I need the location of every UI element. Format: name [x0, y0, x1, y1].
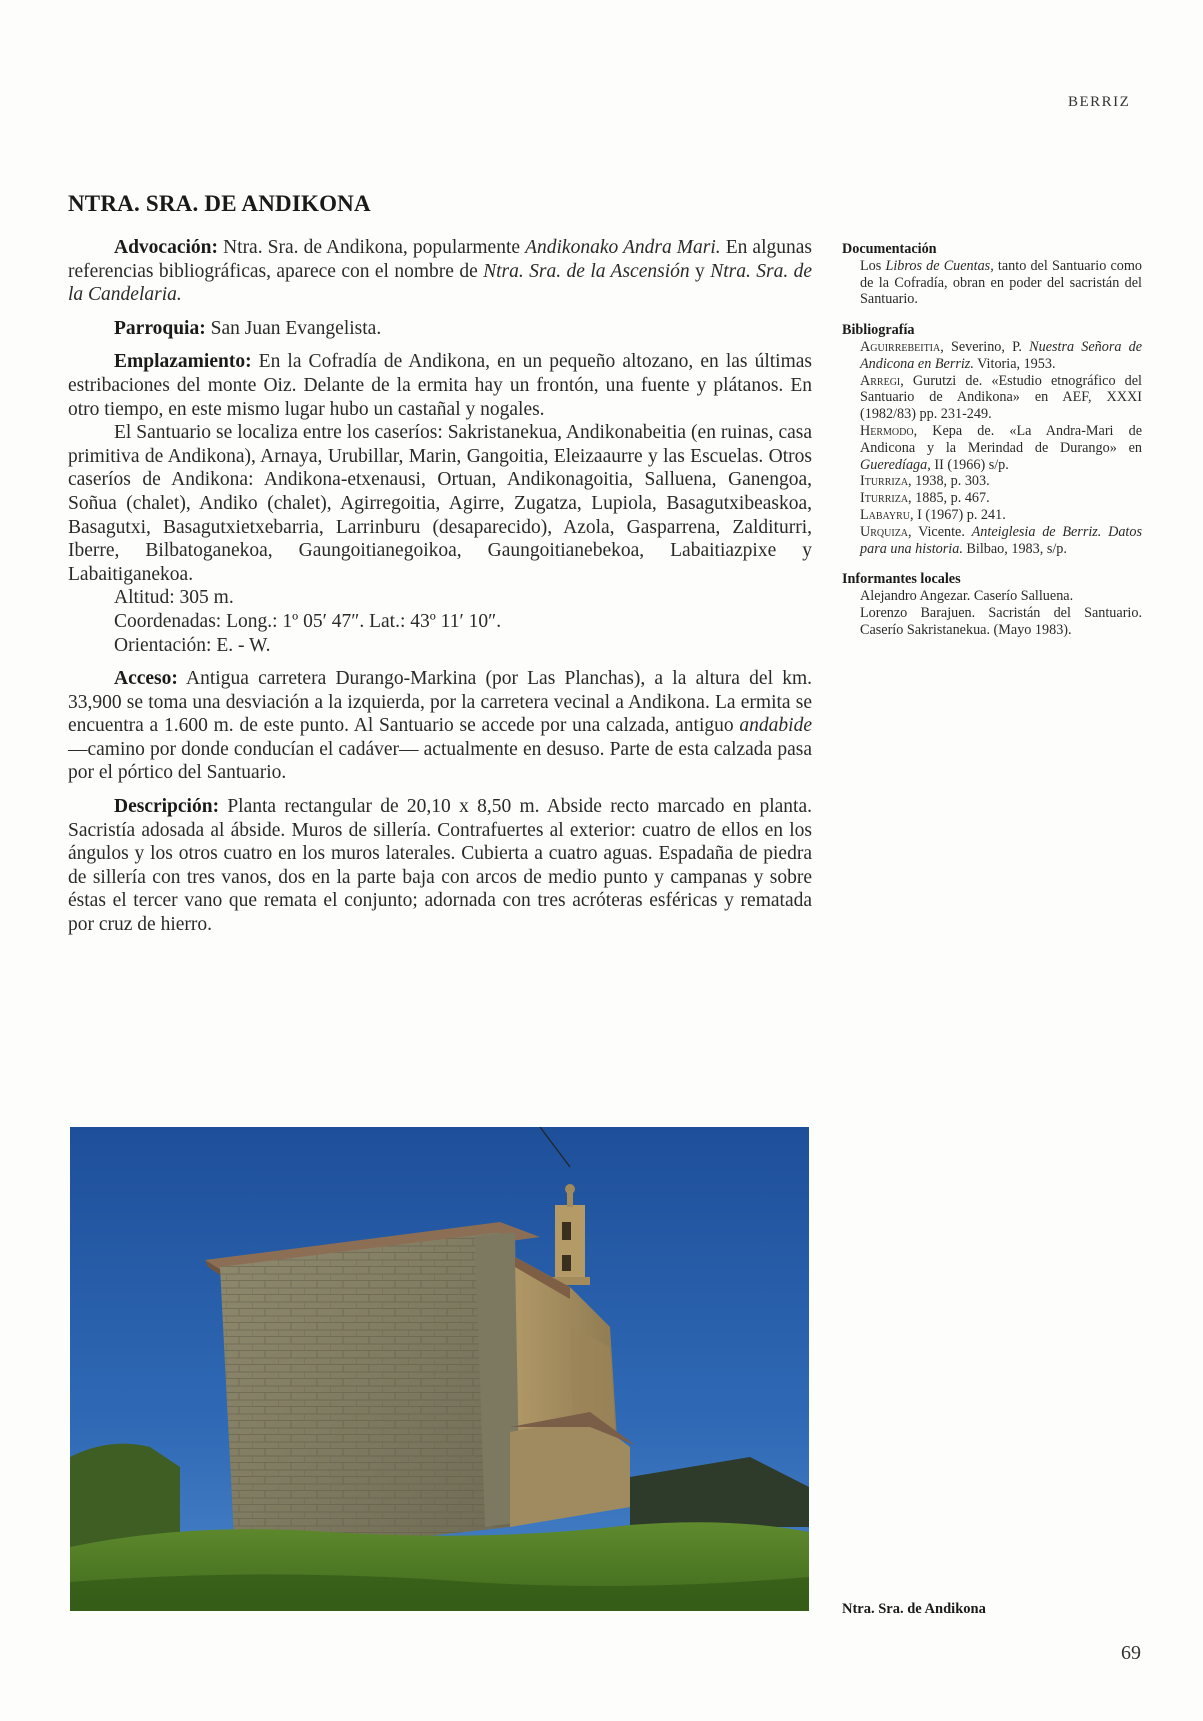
informante-1: Alejandro Angezar. Caserío Salluena.: [860, 588, 1074, 605]
bibliografia-text: Kepa de. «La Andra-Mari de Andicona y la Merindad de Durango» en: [860, 422, 1142, 456]
bibliografia-block: [842, 322, 1142, 557]
informantes-block: [842, 571, 1142, 638]
bibliografia-list: [842, 339, 1142, 557]
acceso-label: Acceso:: [114, 668, 178, 690]
bibliografia-text-2: II (1966) s/p.: [930, 456, 1009, 473]
bibliografia-text-2: Bilbao, 1983, s/p.: [962, 540, 1067, 557]
descripcion-paragraph: [68, 795, 812, 937]
bibliografia-author: Urquiza,: [860, 523, 912, 540]
altitud: Altitud: 305 m.: [114, 587, 234, 609]
parroquia-label: Parroquia:: [114, 317, 206, 339]
photo-caption: Ntra. Sra. de Andikona: [842, 1601, 986, 1617]
trees-left: [70, 1444, 180, 1547]
bibliografia-entry: [842, 507, 1142, 524]
page-number: 69: [1121, 1642, 1141, 1664]
bibliografia-author: Labayru,: [860, 506, 914, 523]
emplazamiento-text: En la Cofradía de Andikona, en un pequeño altozano, en las últimas estribaciones del monte Oiz. Delante de la ermita hay un frontón, una fuente y plátanos. En otro tiempo, en este mismo lugar hubo un castañal y nogales.: [68, 351, 812, 420]
bibliografia-entry: [842, 423, 1142, 473]
advocacion-text: Ntra. Sra. de Andikona, popularmente: [218, 237, 526, 258]
bibliografia-author: Iturriza,: [860, 490, 912, 507]
documentacion-text: [842, 258, 1142, 308]
advocacion-text-3: y: [689, 260, 711, 282]
documentacion-block: [842, 241, 1142, 308]
sidebar-notes: [842, 241, 1142, 653]
bibliografia-heading: Bibliografía: [842, 322, 915, 339]
bibliografia-text: Gurutzi de. «Estudio etnográfico del Santuario de Andikona» en AEF, XXXI (1982/83) pp. 231-249.: [860, 372, 1142, 423]
bibliografia-text: I (1967) p. 241.: [913, 506, 1006, 523]
bibliografia-author: Arregi,: [860, 372, 904, 389]
bibliografia-text: 1885, p. 467.: [911, 490, 990, 507]
santuario-paragraph: El Santuario se localiza entre los caseríos: Sakristanekua, Andikonabeitia (en ruinas, casa primitiva de Andikona), Arnaya, Urubillar, Marin, Gangoitia, Eleizaaurre y las Escuelas. Otros caseríos de Andikona: Andikona-etxenausi, Ortuan, Andikonagoitia, Salluena, Ganengoa, Soñua (chalet), Andiko (chalet), Agirregoitia, Agirre, Zugatza, Lupiola, Basagutxibeaskoa, Basagutxi, Basagutxietxebarria, Larrinburu (desaparecido), Azola, Gasparrena, Zalditurri, Iberre, Bilbatoganekoa, Gaungoitianegoikoa, Gaungoitianebekoa, Labaitiazpixe y Labaitiganekoa.: [68, 422, 812, 585]
main-text-column: [68, 236, 812, 937]
emplazamiento-label: Emplazamiento:: [114, 351, 252, 373]
bibliografia-title: Nuestra Señora de Andicona en Berriz.: [860, 338, 1142, 372]
descripcion-label: Descripción:: [114, 796, 220, 818]
bibliografia-entry: [842, 524, 1142, 558]
advocacion-label: Advocación:: [114, 237, 218, 258]
acceso-text: Antigua carretera Durango-Markina (por Las Planchas), a la altura del km. 33,900 se toma una desviación a la izquierda, por la carretera vecinal a Andikona. La ermita se encuentra a 1.600 m. de este punto. Al Santuario se accede por una calzada, antiguo: [68, 668, 812, 737]
bibliografia-title: Gueredíaga,: [860, 456, 931, 473]
advocacion-paragraph: [68, 236, 812, 307]
acceso-paragraph: [68, 667, 812, 785]
location-metadata: [114, 586, 812, 657]
bibliografia-text: Severino, P.: [943, 338, 1030, 355]
informante-2: Lorenzo Barajuen. Sacristán del Santuario. Caserío Sakristanekua. (Mayo 1983).: [860, 604, 1142, 638]
sanctuary-photo-illustration: [70, 1127, 809, 1611]
informantes-heading: Informantes locales: [842, 571, 961, 588]
documentacion-t2: tanto del Santuario como de la Cofradía, obran en poder del sacristán del Santuario.: [860, 257, 1143, 308]
descripcion-text: Planta rectangular de 20,10 x 8,50 m. Abside recto marcado en planta. Sacristía adosada al ábside. Muros de sillería. Contrafuertes al exterior: cuatro de ellos en los ángulos y los otros cuatro en los muros laterales. Cubierta a cuatro aguas. Espadaña de piedra de sillería con tres vanos, dos en la parte baja con arcos de medio punto y campanas y sobre éstas el tercer vano que remata el conjunto; adornada con tres acróteras esféricas y rematada por cruz de hierro.: [68, 796, 812, 936]
bibliografia-author: Aguirrebeitia,: [860, 338, 944, 355]
advocacion-italic-2: Ntra. Sra. de la Ascensión: [483, 260, 690, 282]
bibliografia-entry: [842, 373, 1142, 423]
bibliografia-text: Vicente.: [911, 523, 972, 540]
documentacion-t1: Los: [860, 257, 886, 274]
advocacion-text-2: En algunas referencias bibliográficas, aparece con el nombre de: [68, 237, 812, 282]
documentacion-heading: Documentación: [842, 241, 937, 257]
bibliografia-author: Hermodo,: [860, 422, 918, 439]
wall-masonry: [220, 1232, 510, 1557]
parroquia-text: San Juan Evangelista.: [205, 317, 382, 339]
documentacion-italic: Libros de Cuentas,: [885, 257, 994, 274]
acceso-text-2: —camino por donde conducían el cadáver— actualmente en desuso. Parte de esta calzada pasa por el pórtico del Santuario.: [68, 738, 812, 784]
advocacion-italic-1: Andikonako Andra Mari.: [525, 237, 721, 258]
bibliografia-text-2: Vitoria, 1953.: [973, 355, 1056, 372]
emplazamiento-paragraph: [68, 350, 812, 421]
bibliografia-entry: [842, 473, 1142, 490]
acceso-italic: andabide: [739, 715, 812, 737]
bibliografia-entry: [842, 339, 1142, 373]
running-head: BERRIZ: [1068, 94, 1131, 110]
parroquia-paragraph: [68, 317, 812, 341]
bibliografia-title: Anteiglesia de Berriz. Datos para una historia.: [860, 523, 1142, 557]
bibliografia-author: Iturriza,: [860, 473, 912, 490]
orientacion: Orientación: E. - W.: [114, 634, 271, 656]
bibliografia-text: 1938, p. 303.: [911, 473, 990, 490]
page-title: NTRA. SRA. DE ANDIKONA: [68, 191, 371, 216]
coordenadas: Coordenadas: Long.: 1º 05′ 47″. Lat.: 43º 11′ 10″.: [114, 610, 502, 632]
bibliografia-entry: [842, 490, 1142, 507]
sanctuary-photo: [70, 1127, 809, 1611]
advocacion-italic-3: Ntra. Sra. de la Candelaria.: [68, 260, 812, 306]
